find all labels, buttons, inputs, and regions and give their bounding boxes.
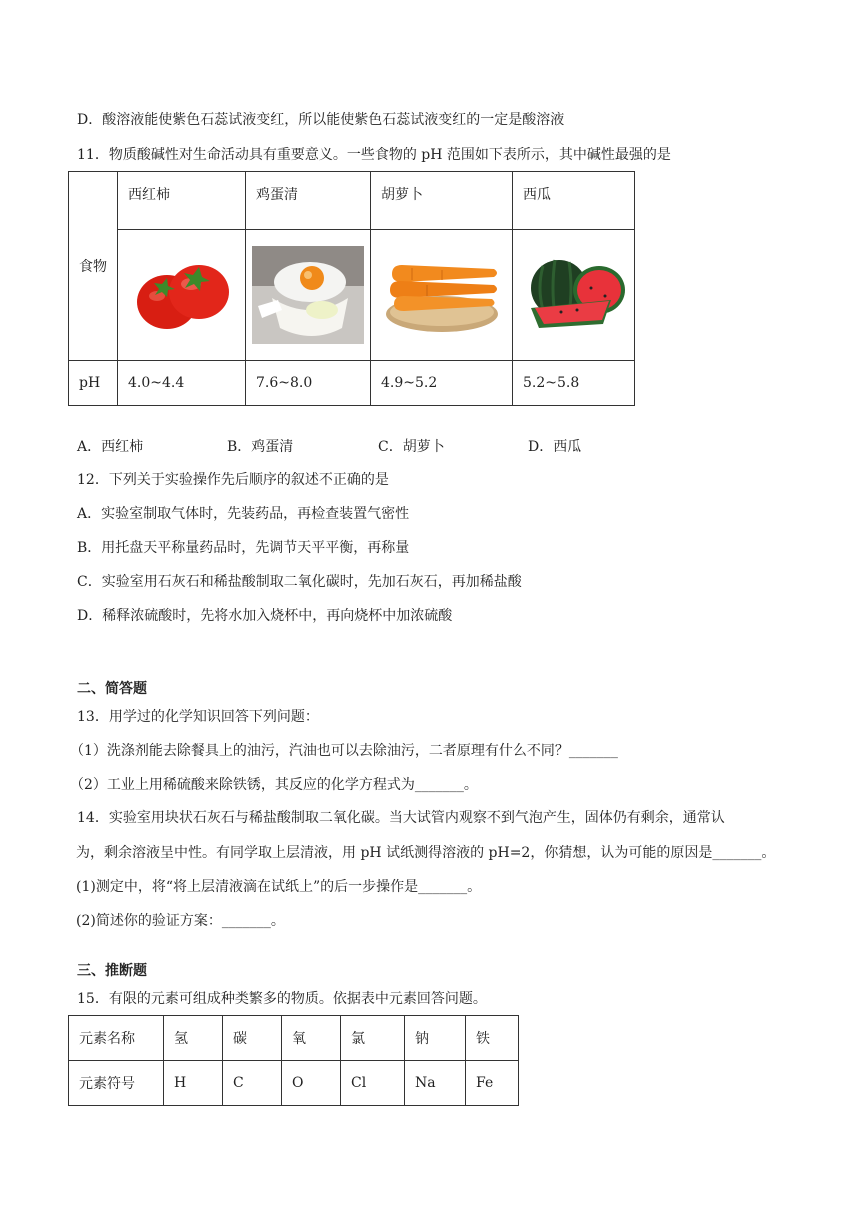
q12-stem: 12．下列关于实验操作先后顺序的叙述不正确的是	[77, 472, 389, 488]
watermelon-image-cell	[513, 230, 635, 361]
q10-option-d: D．酸溶液能使紫色石蕊试液变红，所以能使紫色石蕊试液变红的一定是酸溶液	[77, 112, 565, 128]
element-name-cell: 钠	[405, 1016, 466, 1061]
carrot-image-cell	[371, 230, 513, 361]
element-symbol-cell: Na	[405, 1061, 466, 1106]
q11-option-d: D．西瓜	[528, 439, 582, 455]
q12-option-b: B．用托盘天平称量药品时，先调节天平平衡，再称量	[77, 540, 410, 556]
food-name-cell: 鸡蛋清	[246, 172, 371, 230]
q12-option-a: A．实验室制取气体时，先装药品，再检查装置气密性	[77, 506, 410, 522]
q11-stem: 11．物质酸碱性对生命活动具有重要意义。一些食物的 pH 范围如下表所示，其中碱性最强的是	[77, 147, 671, 163]
element-name-cell: 铁	[466, 1016, 519, 1061]
section-title-short-answer: 二、简答题	[77, 681, 147, 697]
food-name-cell: 西红柿	[118, 172, 246, 230]
food-ph-table	[68, 171, 635, 406]
egg-white-image-cell	[246, 230, 371, 361]
q14-line2: 为，剩余溶液呈中性。有同学取上层清液，用 pH 试纸测得溶液的 pH=2，你猜想，认为可能的原因是_______。	[76, 845, 776, 861]
carrot-image	[382, 252, 502, 338]
food-name-cell: 西瓜	[513, 172, 635, 230]
element-name-cell: 氧	[282, 1016, 341, 1061]
element-name-cell: 氢	[164, 1016, 223, 1061]
q14-part1: (1)测定中，将“将上层清液滴在试纸上”的后一步操作是_______。	[76, 879, 482, 895]
ph-value-cell: 4.0~4.4	[118, 361, 246, 406]
element-symbol-cell: O	[282, 1061, 341, 1106]
q14-line1: 14．实验室用块状石灰石与稀盐酸制取二氧化碳。当大试管内观察不到气泡产生，固体仍有剩余，通常认	[77, 810, 725, 826]
q11-option-b: B．鸡蛋清	[227, 439, 294, 455]
watermelon-image	[521, 250, 627, 340]
q14-part2: (2)简述你的验证方案：_______。	[76, 913, 285, 929]
q12-option-d: D．稀释浓硫酸时，先将水加入烧杯中，再向烧杯中加浓硫酸	[77, 608, 453, 624]
q13-stem: 13．用学过的化学知识回答下列问题：	[77, 709, 319, 725]
ph-value-cell: 5.2~5.8	[513, 361, 635, 406]
food-name-cell: 胡萝卜	[371, 172, 513, 230]
element-name-cell: 碳	[223, 1016, 282, 1061]
element-symbol-label: 元素符号	[69, 1061, 164, 1106]
ph-value-cell: 7.6~8.0	[246, 361, 371, 406]
q15-stem: 15．有限的元素可组成种类繁多的物质。依据表中元素回答问题。	[77, 991, 487, 1007]
element-symbol-cell: H	[164, 1061, 223, 1106]
food-row-label: 食物	[69, 172, 118, 361]
ph-row-label: pH	[69, 361, 118, 406]
element-symbol-cell: Fe	[466, 1061, 519, 1106]
element-table	[68, 1015, 519, 1106]
element-name-label: 元素名称	[69, 1016, 164, 1061]
q13-part2: （2）工业上用稀硫酸来除铁锈，其反应的化学方程式为_______。	[70, 777, 478, 793]
q11-option-c: C．胡萝卜	[378, 439, 445, 455]
q11-options	[77, 436, 797, 456]
element-name-cell: 氯	[341, 1016, 405, 1061]
element-symbol-cell: Cl	[341, 1061, 405, 1106]
element-symbol-cell: C	[223, 1061, 282, 1106]
ph-value-cell: 4.9~5.2	[371, 361, 513, 406]
tomato-image-cell	[118, 230, 246, 361]
q12-option-c: C．实验室用石灰石和稀盐酸制取二氧化碳时，先加石灰石，再加稀盐酸	[77, 574, 522, 590]
section-title-inference: 三、推断题	[77, 963, 147, 979]
q13-part1: （1）洗涤剂能去除餐具上的油污，汽油也可以去除油污，二者原理有什么不同？_______	[70, 743, 618, 759]
egg-white-image	[252, 246, 364, 344]
q11-option-a: A．西红柿	[77, 439, 144, 455]
tomato-image	[127, 250, 237, 340]
